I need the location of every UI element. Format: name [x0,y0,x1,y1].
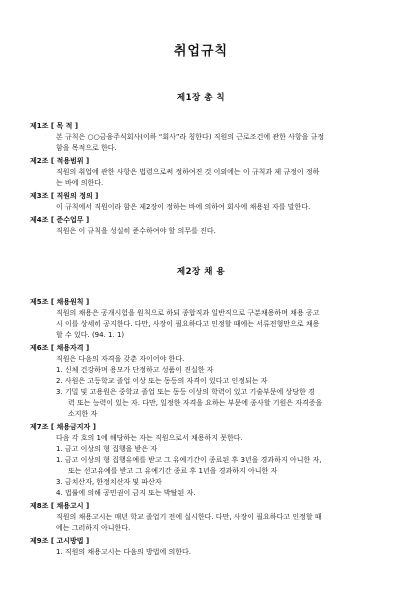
article-heading: 제9조 [ 고시방법 ] [30,537,90,545]
article-4 [30,215,372,237]
chapter-2-heading: 제2장 채 용 [176,267,226,277]
list-item: 1. 금고 이상의 형 집행을 받은 자 [56,445,158,453]
list-item: 1. 신체 건강하며 용모가 단정하고 성품이 진실한 자 [56,366,214,374]
list-item: 3. 금치산자, 한정치산자 및 파산자 [56,478,162,486]
text-line: 직원의 채용은 공개시험을 원칙으로 하되 종합직과 일반직으로 구분채용하며 채용 공고 [56,309,320,317]
text-line: 직원의 취업에 관한 사항은 법령으로써 정하여진 것 이외에는 이 규칙과 제 규정이 정하 [56,168,320,176]
article-heading: 제6조 [ 채용자격 ] [30,344,90,352]
article-heading: 제8조 [ 채용고시 ] [30,502,90,510]
list-item: 4. 법률에 의해 공민권이 금지 또는 박탈된 자. [56,489,196,497]
list-item: 1. 직원의 채용고시는 다음의 방법에 의한다. [56,548,191,556]
text-line: 이 규칙에서 직원이라 함은 제2장이 정하는 바에 의하여 회사에 채용된 자를 말한다. [56,203,311,211]
article-2 [30,156,372,189]
list-item [30,387,372,420]
text-line: 함을 목적으로 한다. [56,144,117,152]
article-text [30,202,372,213]
article-text [30,132,372,154]
list-item: 2. 사원은 고등학교 졸업 이상 또는 동등의 자격이 있다고 인정되는 자 [56,377,268,385]
text-line: 에는 그러하지 아니한다. [56,524,131,532]
article-7 [30,422,372,499]
article-text [30,226,372,237]
article-text: 다음 각 호의 1에 해당하는 자는 직원으로서 채용하지 못한다. [56,434,243,442]
text-line: 소지한 자 [68,410,98,418]
text-line: 또는 선고유예를 받고 그 유예기간 종료 후 1년을 경과하지 아니한 자 [68,467,278,475]
chapter-1-heading: 제1장 총 칙 [176,93,226,103]
article-5 [30,297,372,341]
text-line: 본 규칙은 ○○금융주식회사(이하 “회사”라 칭한다) 직원의 근로조건에 관한 사항을 규정 [56,133,325,141]
article-heading: 제5조 [ 채용원칙 ] [30,298,90,306]
text-line: 3. 기밀 및 고용원은 중학교 졸업 또는 동등 이상의 학력이 있고 기술부문에 상당한 경 [56,388,315,396]
article-8 [30,501,372,534]
text-line: 직원은 이 규칙을 성실히 준수하여야 할 의무를 진다. [56,227,216,235]
document-title: 취업규칙 [173,44,229,59]
text-line: 할 수 있다. (94. 1. 1) [56,331,125,339]
text-line: 시 이를 상세히 공지한다. 다만, 사장이 필요하다고 인정할 때에는 서류전형만으로 채용 [56,320,320,328]
article-1 [30,121,372,154]
article-text [30,512,372,534]
article-heading: 제4조 [ 준수업무 ] [30,216,90,224]
article-6 [30,343,372,420]
article-text [30,167,372,189]
article-text [30,308,372,341]
article-heading: 제7조 [ 채용금지자 ] [30,423,96,431]
text-line: 1. 금고 이상의 형 집행유예를 받고 그 유예기간이 종료된 후 3년을 경과하지 아니한 자, [56,456,322,464]
text-line: 력 또는 능력이 있는 자. 다만, 일정한 자격을 요하는 부문에 종사할 기원은 자격증을 [68,399,323,407]
article-9 [30,536,372,558]
list-item [30,455,372,477]
text-line: 는 바에 의한다. [56,179,104,187]
article-3 [30,191,372,213]
article-heading: 제2조 [ 적용범위 ] [30,157,90,165]
article-heading: 제3조 [ 직원의 정의 ] [30,192,99,200]
text-line: 직원의 채용고시는 매년 학교 졸업기 전에 실시한다. 다만, 사장이 필요하다고 인정할 때 [56,513,322,521]
article-text: 직원은 다음의 자격을 갖춘 자이어야 한다. [56,355,185,363]
article-heading: 제1조 [ 목 적 ] [30,122,79,130]
